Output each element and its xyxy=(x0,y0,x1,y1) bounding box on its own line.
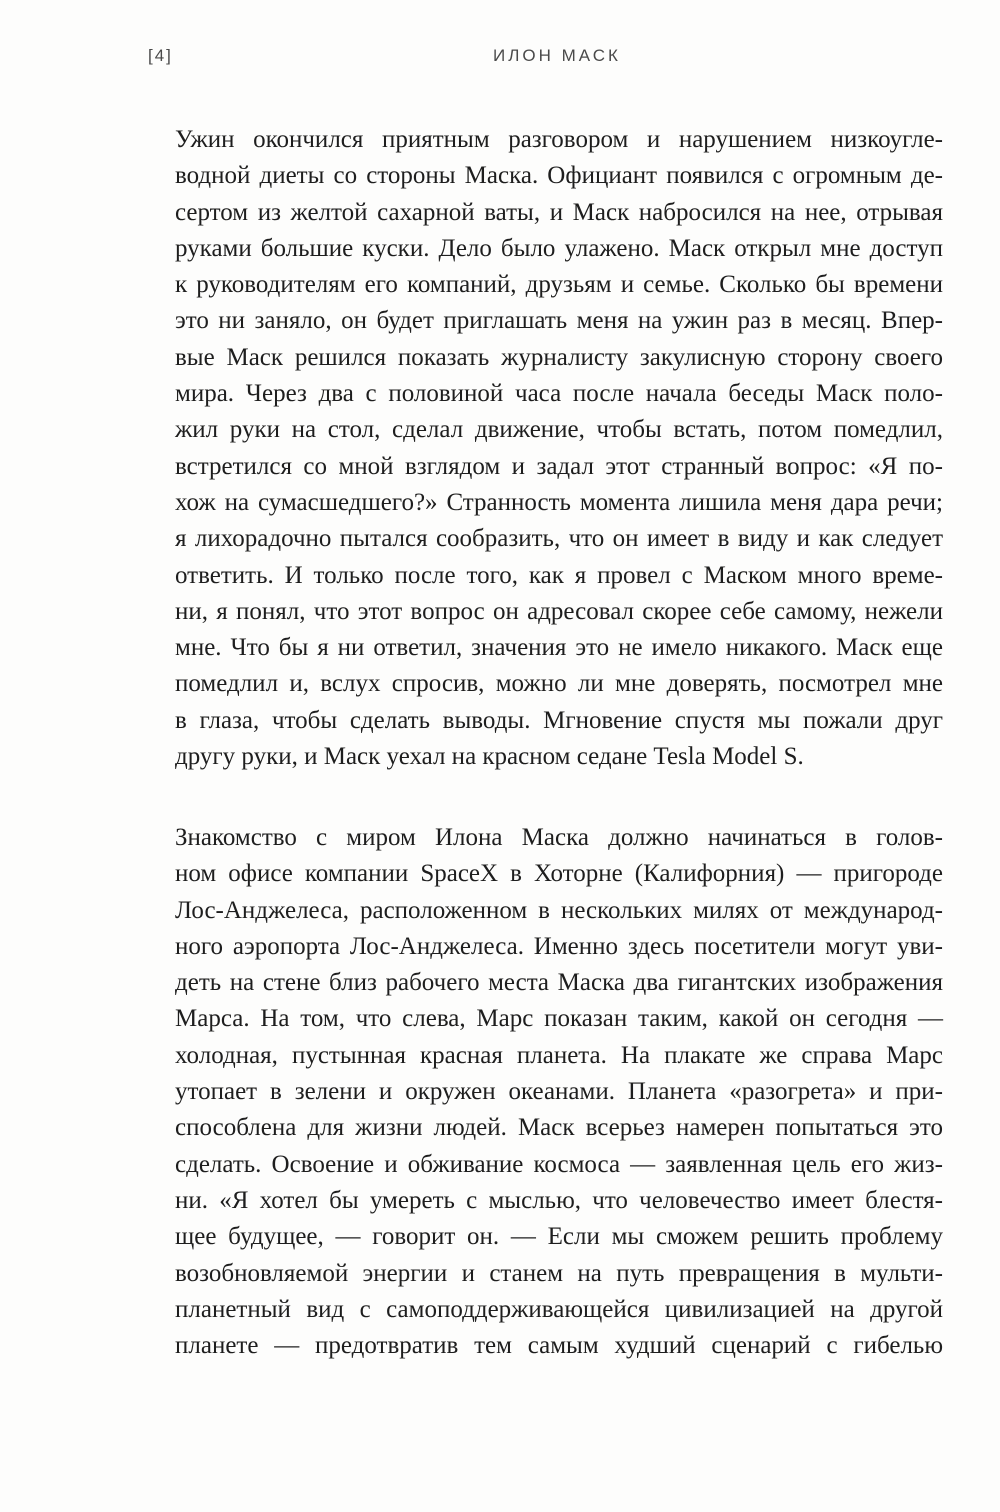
text-line: к руководителям его компаний, друзьям и семье. Сколько бы времени xyxy=(175,271,943,299)
text-line: водной диеты со стороны Маска. Официант появился с огромным де- xyxy=(175,162,943,190)
running-title: ИЛОН МАСК xyxy=(493,46,621,65)
paragraph-2 xyxy=(175,820,943,1364)
text-line: планете — предотвратив тем самым худший сценарий с гибелью xyxy=(175,1332,943,1360)
text-line: ответить. И только после того, как я провел с Маском много време- xyxy=(175,561,943,589)
text-line: другу руки, и Маск уехал на красном седане Tesla Model S. xyxy=(175,743,804,771)
text-line: хож на сумасшедшего?» Странность момента лишила меня дара речи; xyxy=(175,488,943,516)
text-line: ни. «Я хотел бы умереть с мыслью, что человечество имеет блестя- xyxy=(175,1186,943,1214)
text-line: встретился со мной взглядом и задал этот странный вопрос: «Я по- xyxy=(175,452,943,480)
text-line: Лос-Анджелеса, расположенном в нескольких милях от международ- xyxy=(175,896,943,924)
text-line: мне. Что бы я ни ответил, значения это не имело никакого. Маск еще xyxy=(175,634,943,662)
text-line: в глаза, чтобы сделать выводы. Мгновение спустя мы пожали друг xyxy=(175,706,943,734)
text-line: руками большие куски. Дело было улажено. Маск открыл мне доступ xyxy=(175,234,943,262)
text-line: вые Маск решился показать журналисту закулисную сторону своего xyxy=(175,343,943,371)
text-line: я лихорадочно пытался сообразить, что он имеет в виду и как следует xyxy=(175,525,943,553)
page-header xyxy=(148,46,868,70)
text-line: ном офисе компании SpaceX в Хоторне (Калифорния) — пригороде xyxy=(175,860,943,888)
text-line: щее будущее, — говорит он. — Если мы сможем решить проблему xyxy=(175,1223,943,1251)
text-line: ни, я понял, что этот вопрос он адресовал скорее себе самому, нежели xyxy=(175,597,943,625)
paragraph-1 xyxy=(175,122,943,775)
text-line: возобновляемой энергии и станем на путь превращения в мульти- xyxy=(175,1259,943,1287)
text-line: Марса. На том, что слева, Марс показан таким, какой он сегодня — xyxy=(175,1005,943,1033)
text-line: ного аэропорта Лос-Анджелеса. Именно здесь посетители могут уви- xyxy=(175,932,943,960)
text-line: жил руки на стол, сделал движение, чтобы встать, потом помедлил, xyxy=(175,416,943,444)
text-line: Знакомство с миром Илона Маска должно начинаться в голов- xyxy=(175,824,943,851)
text-line: холодная, пустынная красная планета. На плакате же справа Марс xyxy=(175,1041,943,1069)
text-line: сертом из желтой сахарной ваты, и Маск набросился на нее, отрывая xyxy=(175,198,943,226)
text-line: способлена для жизни людей. Маск всерьез намерен попытаться это xyxy=(175,1114,943,1142)
text-line: деть на стене близ рабочего места Маска два гигантских изображения xyxy=(175,969,943,997)
text-line: утопает в зелени и окружен океанами. Планета «разогрета» и при- xyxy=(175,1078,943,1106)
text-line: планетный вид с самоподдерживающейся цивилизацией на другой xyxy=(175,1295,943,1323)
text-line: мира. Через два с половиной часа после начала беседы Маск поло- xyxy=(175,380,943,408)
text-line: сделать. Освоение и обживание космоса — заявленная цель его жиз- xyxy=(175,1150,943,1178)
text-line: Ужин окончился приятным разговором и нарушением низкоугле- xyxy=(175,126,943,153)
text-line: помедлил и, вслух спросив, можно ли мне доверять, посмотрел мне xyxy=(175,670,943,698)
text-line: это ни заняло, он будет приглашать меня на ужин раз в месяц. Впер- xyxy=(175,307,943,335)
page-number: [4] xyxy=(148,46,173,65)
